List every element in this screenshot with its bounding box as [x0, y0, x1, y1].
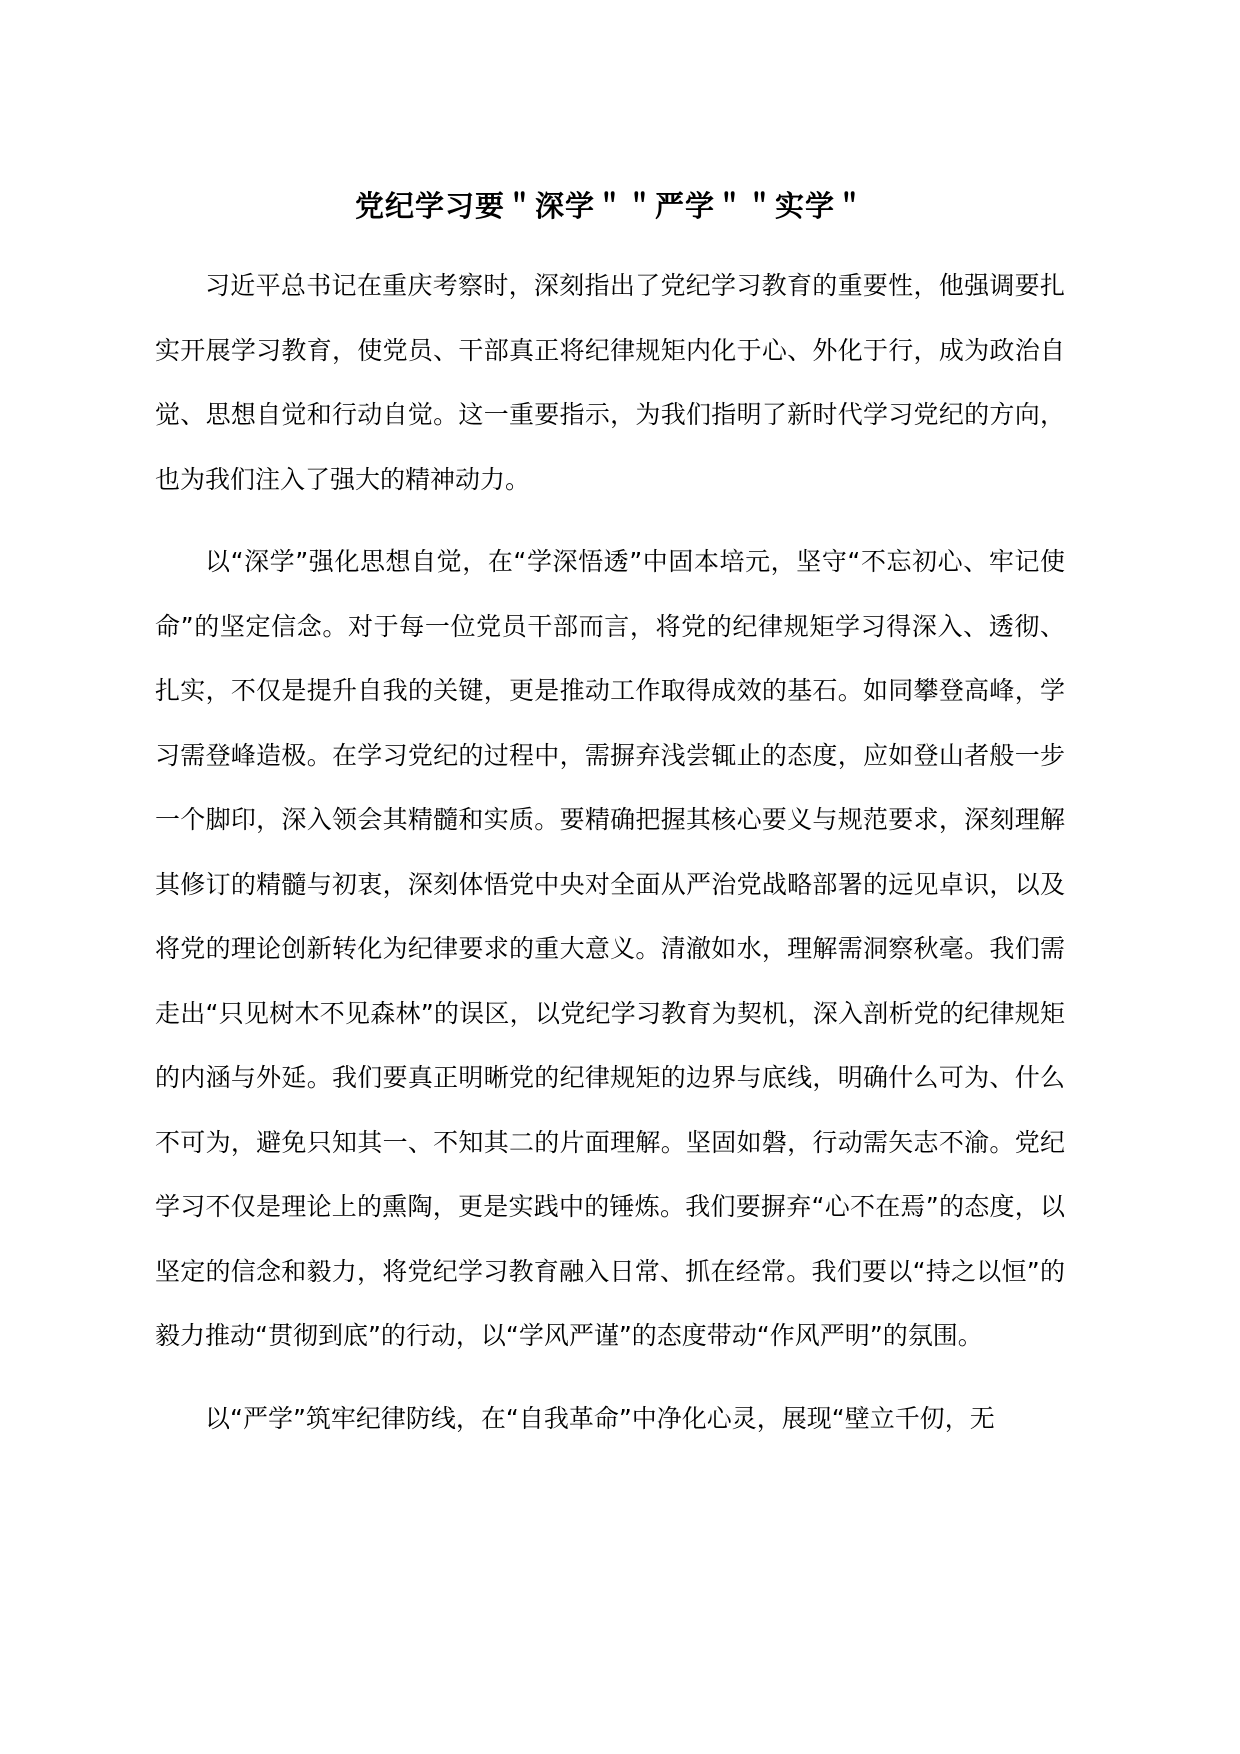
document-content [155, 186, 1065, 1451]
paragraph-intro: 习近平总书记在重庆考察时，深刻指出了党纪学习教育的重要性，他强调要扎实开展学习教育，使党员、干部真正将纪律规矩内化于心、外化于行，成为政治自觉、思想自觉和行动自觉。这一重要指示，为我们指明了新时代学习党纪的方向，也为我们注入了强大的精神动力。 [155, 271, 1065, 494]
document-body [155, 254, 1065, 1451]
paragraph-deep-study: 以“深学”强化思想自觉，在“学深悟透”中固本培元，坚守“不忘初心、牢记使命”的坚定信念。对于每一位党员干部而言，将党的纪律规矩学习得深入、透彻、扎实，不仅是提升自我的关键，更是推动工作取得成效的基石。如同攀登高峰，学习需登峰造极。在学习党纪的过程中，需摒弃浅尝辄止的态度，应如登山者般一步一个脚印，深入领会其精髓和实质。要精确把握其核心要义与规范要求，深刻理解其修订的精髓与初衷，深刻体悟党中央对全面从严治党战略部署的远见卓识，以及将党的理论创新转化为纪律要求的重大意义。清澈如水，理解需洞察秋毫。我们需走出“只见树木不见森林”的误区，以党纪学习教育为契机，深入剖析党的纪律规矩的内涵与外延。我们要真正明晰党的纪律规矩的边界与底线，明确什么可为、什么不可为，避免只知其一、不知其二的片面理解。坚固如磐，行动需矢志不渝。党纪学习不仅是理论上的熏陶，更是实践中的锤炼。我们要摒弃“心不在焉”的态度，以坚定的信念和毅力，将党纪学习教育融入日常、抓在经常。我们要以“持之以恒”的毅力推动“贯彻到底”的行动，以“学风严谨”的态度带动“作风严明”的氛围。 [155, 547, 1065, 1350]
paragraph-strict-study: 以“严学”筑牢纪律防线，在“自我革命”中净化心灵，展现“壁立千仞，无 [205, 1403, 995, 1433]
document-title: 党纪学习要＂深学＂＂严学＂＂实学＂ [354, 189, 865, 223]
